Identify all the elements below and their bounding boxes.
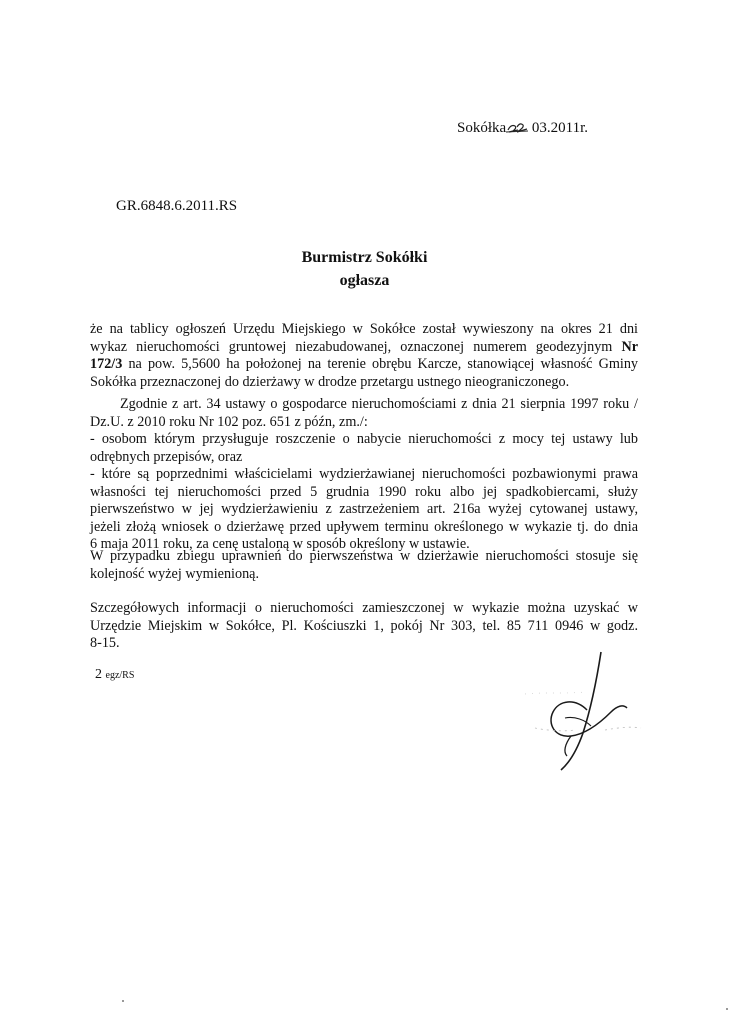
- date-line: [457, 117, 588, 137]
- paragraph-precedence: [90, 548, 638, 583]
- paragraph-contact-info: [90, 600, 638, 653]
- para2-line: 6 maja 2011 roku, za cenę ustaloną w sposób określony w ustawie.: [90, 536, 470, 552]
- scan-speck: [726, 1008, 728, 1010]
- para3-line: kolejność wyżej wymienioną.: [90, 565, 260, 582]
- para1-line: że na tablicy ogłoszeń Urzędu Miejskiego w Sokółce został wywieszony na okres 21 dni: [90, 321, 638, 337]
- copies-count: 2: [95, 667, 102, 682]
- para4-line: 8-15.: [90, 635, 120, 651]
- issuer-title: Burmistrz Sokółki: [301, 249, 428, 266]
- para2-line: odrębnych przepisów, oraz: [90, 448, 243, 465]
- copies-note: [95, 667, 134, 683]
- para4-line: Urzędzie Miejskim w Sokółce, Pl. Kościuszki 1, pokój Nr 303, tel. 85 711 0946 w godz.: [90, 617, 638, 634]
- para2-line: pierwszeństwo w jej wydzierżawieniu z zastrzeżeniem art. 216a wyżej cytowanej ustawy,: [90, 501, 638, 517]
- handwritten-signature: [505, 648, 655, 778]
- para2-line: Zgodnie z art. 34 ustawy o gospodarce nieruchomościami z dnia 21 sierpnia 1997 roku /: [120, 396, 638, 412]
- date-place: Sokółka: [457, 120, 507, 136]
- announcement-title: ogłasza: [339, 272, 390, 289]
- para1-line: Sokółka przeznaczonej do dzierżawy w drodze przetargu ustnego nieograniczonego.: [90, 373, 570, 390]
- parcel-label: Nr: [621, 338, 638, 355]
- para3-line: W przypadku zbiegu uprawnień do pierwszeństwa w dzierżawie nieruchomości stosuje się: [90, 548, 638, 564]
- para2-line: jeżeli złożą wniosek o dzierżawę przed upływem terminu określonego w wykazie tj. do dnia: [90, 518, 638, 535]
- reference-number: GR.6848.6.2011.RS: [116, 198, 238, 214]
- paragraph-announcement: [90, 321, 638, 391]
- para1-line: 172/3 na pow. 5,5600 ha położonej na terenie obrębu Karcze, stanowiącej własność Gminy: [90, 356, 639, 372]
- para2-line: - które są poprzednimi właścicielami wydzierżawianej nieruchomości pozbawionymi prawa: [90, 466, 638, 482]
- copies-label: egz/RS: [105, 670, 135, 681]
- paragraph-legal-basis: [90, 396, 638, 554]
- handwritten-day: [506, 117, 528, 135]
- parcel-number: 172/3: [90, 356, 123, 372]
- date-rest: [528, 120, 588, 136]
- para2-line: - osobom którym przysługuje roszczenie o nabycie nieruchomości z mocy tej ustawy lub: [90, 431, 638, 447]
- para2-line: własności tej nieruchomości przed 5 grudnia 1990 roku albo jej spadkobiercami, służy: [90, 483, 638, 500]
- para1-line: wykaz nieruchomości gruntowej niezabudowanej, oznaczonej numerem geodezyjnym Nr: [90, 338, 638, 355]
- scan-speck: [122, 1000, 124, 1002]
- date-month-year: 03.2011r.: [531, 120, 589, 136]
- para4-line: Szczegółowych informacji o nieruchomości zamieszczonej w wykazie można uzyskać w: [90, 600, 638, 616]
- para2-line: Dz.U. z 2010 roku Nr 102 poz. 651 z późn, zm./:: [90, 413, 368, 430]
